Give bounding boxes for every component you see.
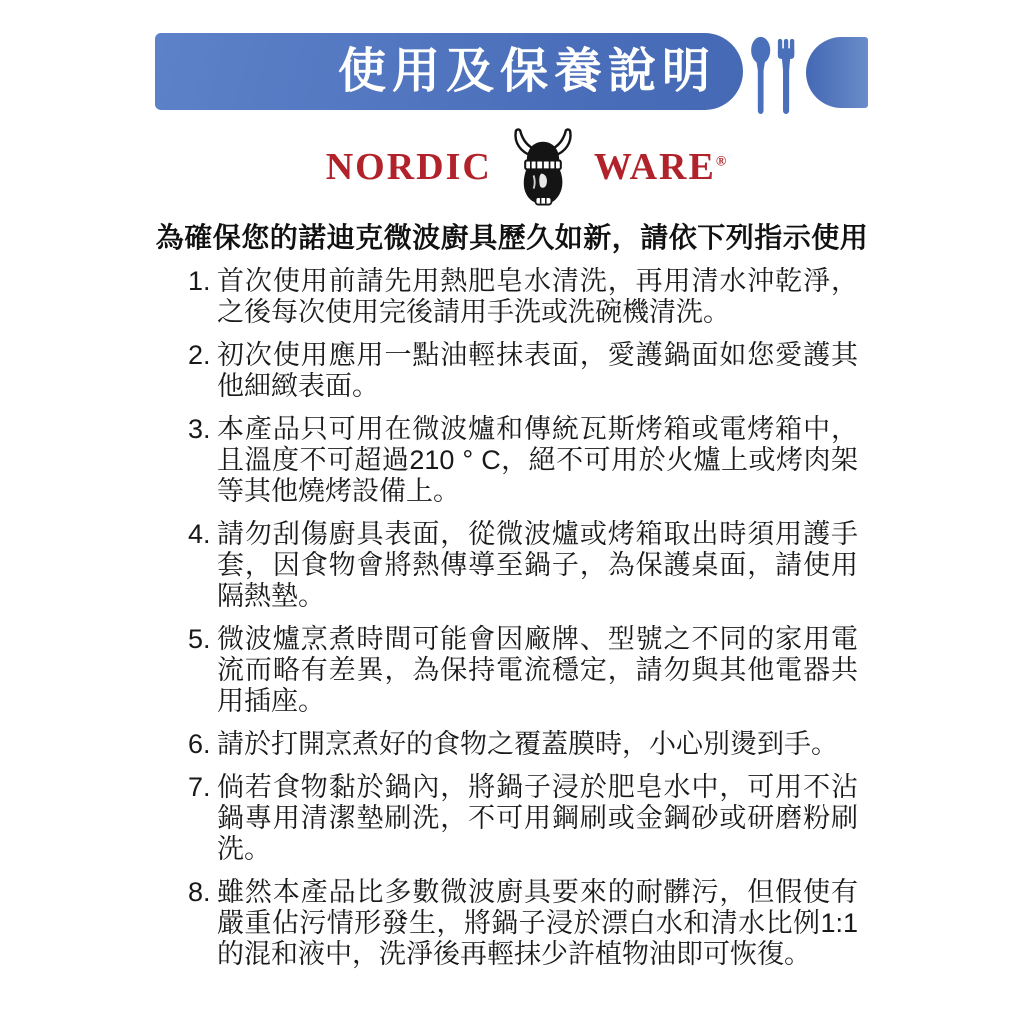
brand-logo — [14, 124, 1024, 210]
instruction-list — [188, 266, 858, 982]
registered-trademark-symbol: ® — [715, 154, 727, 170]
list-item-text: 請勿刮傷廚具表面，從微波爐或烤箱取出時須用護手套，因食物會將熱傳導至鍋子，為保護桌面，請使用隔熱墊。 — [217, 519, 858, 611]
spoon-and-fork-icon — [746, 35, 804, 119]
list-item — [188, 624, 858, 717]
list-item-text: 請於打開烹煮好的食物之覆蓋膜時，小心別燙到手。 — [217, 729, 838, 759]
list-item — [188, 266, 858, 328]
header-banner — [155, 33, 743, 110]
list-item — [188, 877, 858, 970]
list-item-number: 2. — [188, 340, 211, 370]
list-item-number: 6. — [188, 729, 211, 759]
list-item-number: 5. — [188, 624, 211, 654]
list-item — [188, 414, 858, 507]
list-item-number: 7. — [188, 772, 211, 802]
list-item — [188, 772, 858, 865]
list-item-text: 本產品只可用在微波爐和傳統瓦斯烤箱或電烤箱中，且溫度不可超過210 ° C，絕不可用於火爐上或烤肉架等其他燒烤設備上。 — [217, 414, 858, 506]
list-item — [188, 729, 858, 760]
plate-half-icon — [806, 37, 868, 108]
list-item — [188, 340, 858, 402]
brand-text-ware — [594, 148, 727, 186]
list-item-text: 初次使用應用一點油輕抹表面，愛護鍋面如您愛護其他細緻表面。 — [217, 340, 858, 401]
nordic-ware-viking-logo — [498, 125, 588, 209]
list-item-text: 微波爐烹煮時間可能會因廠牌、型號之不同的家用電流而略有差異，為保持電流穩定，請勿與其他電器共用插座。 — [217, 624, 858, 716]
list-item-number: 8. — [188, 877, 211, 907]
list-item-text: 雖然本產品比多數微波廚具要來的耐髒污，但假使有嚴重佔污情形發生，將鍋子浸於漂白水和清水比例1:1的混和液中，洗淨後再輕抹少許植物油即可恢復。 — [217, 877, 858, 969]
list-item — [188, 519, 858, 612]
list-item-number: 4. — [188, 519, 211, 549]
list-item-number: 1. — [188, 266, 211, 296]
list-item-number: 3. — [188, 414, 211, 444]
list-item-text: 首次使用前請先用熱肥皂水清洗，再用清水沖乾淨，之後每次使用完後請用手洗或洗碗機清洗。 — [217, 266, 858, 327]
intro-line: 為確保您的諾迪克微波廚具歷久如新，請依下列指示使用 — [155, 222, 869, 253]
page-title: 使用及保養說明 — [337, 44, 716, 98]
brand-text-ware-label: WARE — [593, 146, 716, 188]
list-item-text: 倘若食物黏於鍋內，將鍋子浸於肥皂水中，可用不沾鍋專用清潔墊刷洗，不可用鋼刷或金鋼砂或研磨粉刷洗。 — [217, 772, 858, 864]
brand-text-nordic: NORDIC — [325, 146, 492, 188]
